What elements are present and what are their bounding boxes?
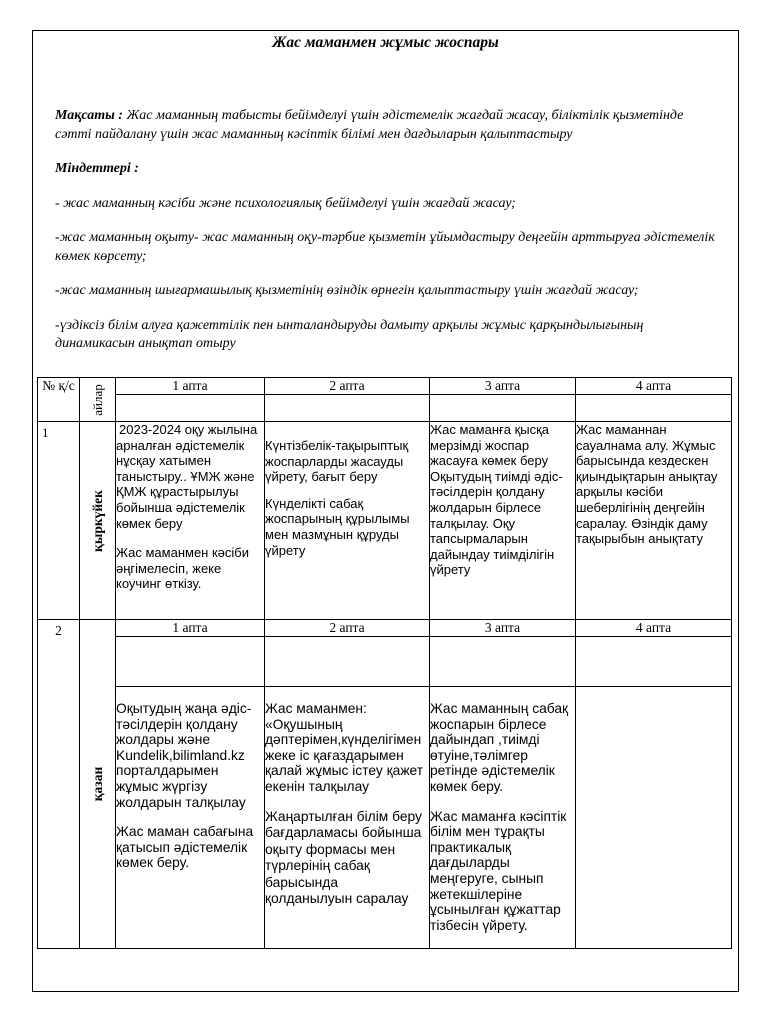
cell-text: Жаңартылған білім беру бағдарламасы бойынша оқыту формасы мен түрлерінің сабақ барысында қолданылуын саралау: [265, 808, 422, 907]
cell-text: Оқытудың жаңа әдіс-тәсілдерін қолдану жолдары және Kundelik,bilimland.kz порталдарымен жұмыс жүргізу жолдарын талқылау: [116, 701, 252, 810]
goal-label: Мақсаты :: [55, 108, 123, 123]
cell-text: Жас маманға кәсіптік білім мен тұрақты практикалық дағдыларды меңгеруге, сынып жетекшілеріне ұсынылған құжаттар тізбесін үйрету.: [430, 808, 567, 933]
cell-text: Жас маманға қысқа мерзімді жоспар жасауға көмек беру Оқытудың тиімді әдіс-тәсілдерін қолдану жолдарын бірлесе талқылау. Оқу тапсырмаларын дайындау тиімділігін үйрету: [430, 422, 563, 578]
header-week-2: 2 апта: [265, 378, 430, 395]
cell-text: 2023-2024 оқу жылына арналған әдістемелік нұсқау хатымен таныстыру.. ҰМЖ және ҚМЖ құрастырылуы бойынша әдістемелік көмек беру: [116, 422, 258, 531]
row-number: 2: [38, 620, 80, 949]
table-row: [38, 687, 732, 949]
cell-text: Күнтізбелік-тақырыптық жоспарларды жасауды үйрету, бағыт беру: [265, 438, 409, 485]
task-item: -жас маманның оқыту- жас маманның оқу-тәрбие қызметін ұйымдастыру деңгейін арттыруға әдістемелік көмек көрсету;: [55, 230, 715, 264]
table-blank-row: [38, 637, 732, 687]
header-months: айлар: [80, 378, 116, 422]
tasks-label: Міндеттері :: [55, 161, 139, 176]
table-header-blank-row: [38, 395, 732, 422]
week-label-1: 1 апта: [116, 620, 265, 637]
cell-text: Жас маманмен: «Оқушының дәптерімен,күнделігімен жеке іс қағаздарымен қалай жұмыс істеу қажет екенін талқылау: [265, 701, 424, 794]
task-item: - жас маманның кәсіби және психологиялық бейімделуі үшін жағдай жасау;: [55, 195, 516, 211]
document-title: Жас маманмен жұмыс жоспары: [272, 34, 499, 51]
task-item: -жас маманның шығармашылық қызметінің өзіндік өрнегін қалыптастыру үшін жағдай жасау;: [55, 283, 639, 298]
table-week-row: [38, 620, 732, 637]
row-month: қыркүйек: [80, 422, 116, 620]
plan-cell: [265, 422, 430, 620]
plan-cell: [576, 422, 732, 620]
plan-cell: [265, 687, 430, 949]
goal-paragraph: [55, 107, 715, 144]
cell-text: Жас маманмен кәсіби әңгімелесіп, жеке коучинг өткізу.: [116, 545, 249, 592]
header-number: № қ/с: [38, 378, 80, 422]
goal-text: Жас маманның табысты бейімделуі үшін әдістемелік жағдай жасау, біліктілік қызметінде сәтті пайдалану үшін жас маманның кәсіптік білімі мен дағдыларын қалыптастыру: [55, 108, 684, 142]
cell-text: Жас маманның сабақ жоспарын бірлесе дайындап ,тиімді өтуіне,тәлімгер ретінде әдістемелік көмек беру.: [430, 701, 569, 794]
plan-table: [37, 377, 732, 949]
week-label-2: 2 апта: [265, 620, 430, 637]
cell-text: Жас маман сабағына қатысып әдістемелік көмек беру.: [116, 824, 254, 871]
cell-text: Жас маманнан сауалнама алу. Жұмыс барысында кездескен қиындықтарын анықтау арқылы кәсіби шеберлігінің деңгейін саралау. Өзіндік даму тақырыбын анықтату: [576, 422, 718, 547]
plan-cell: [430, 687, 576, 949]
plan-cell: [116, 687, 265, 949]
cell-text: Күнделікті сабақ жоспарының құрылымы мен мазмұнын құруды үйрету: [265, 495, 410, 558]
week-label-3: 3 апта: [430, 620, 576, 637]
header-week-1: 1 апта: [116, 378, 265, 395]
header-week-3: 3 апта: [430, 378, 576, 395]
header-week-4: 4 апта: [576, 378, 732, 395]
plan-cell-empty: [576, 687, 732, 949]
plan-cell: [116, 422, 265, 620]
table-header-row: [38, 378, 732, 395]
table-row: [38, 422, 732, 620]
intro-section: [55, 107, 715, 354]
row-number: 1: [38, 422, 80, 620]
week-label-4: 4 апта: [576, 620, 732, 637]
row-month: қазан: [80, 620, 116, 949]
tasks-label-paragraph: [55, 160, 715, 179]
task-item: -үздіксіз білім алуға қажеттілік пен ынталандыруды дамыту арқылы жұмыс қарқындылығының динамикасын анықтап отыру: [55, 317, 644, 351]
plan-cell: [430, 422, 576, 620]
